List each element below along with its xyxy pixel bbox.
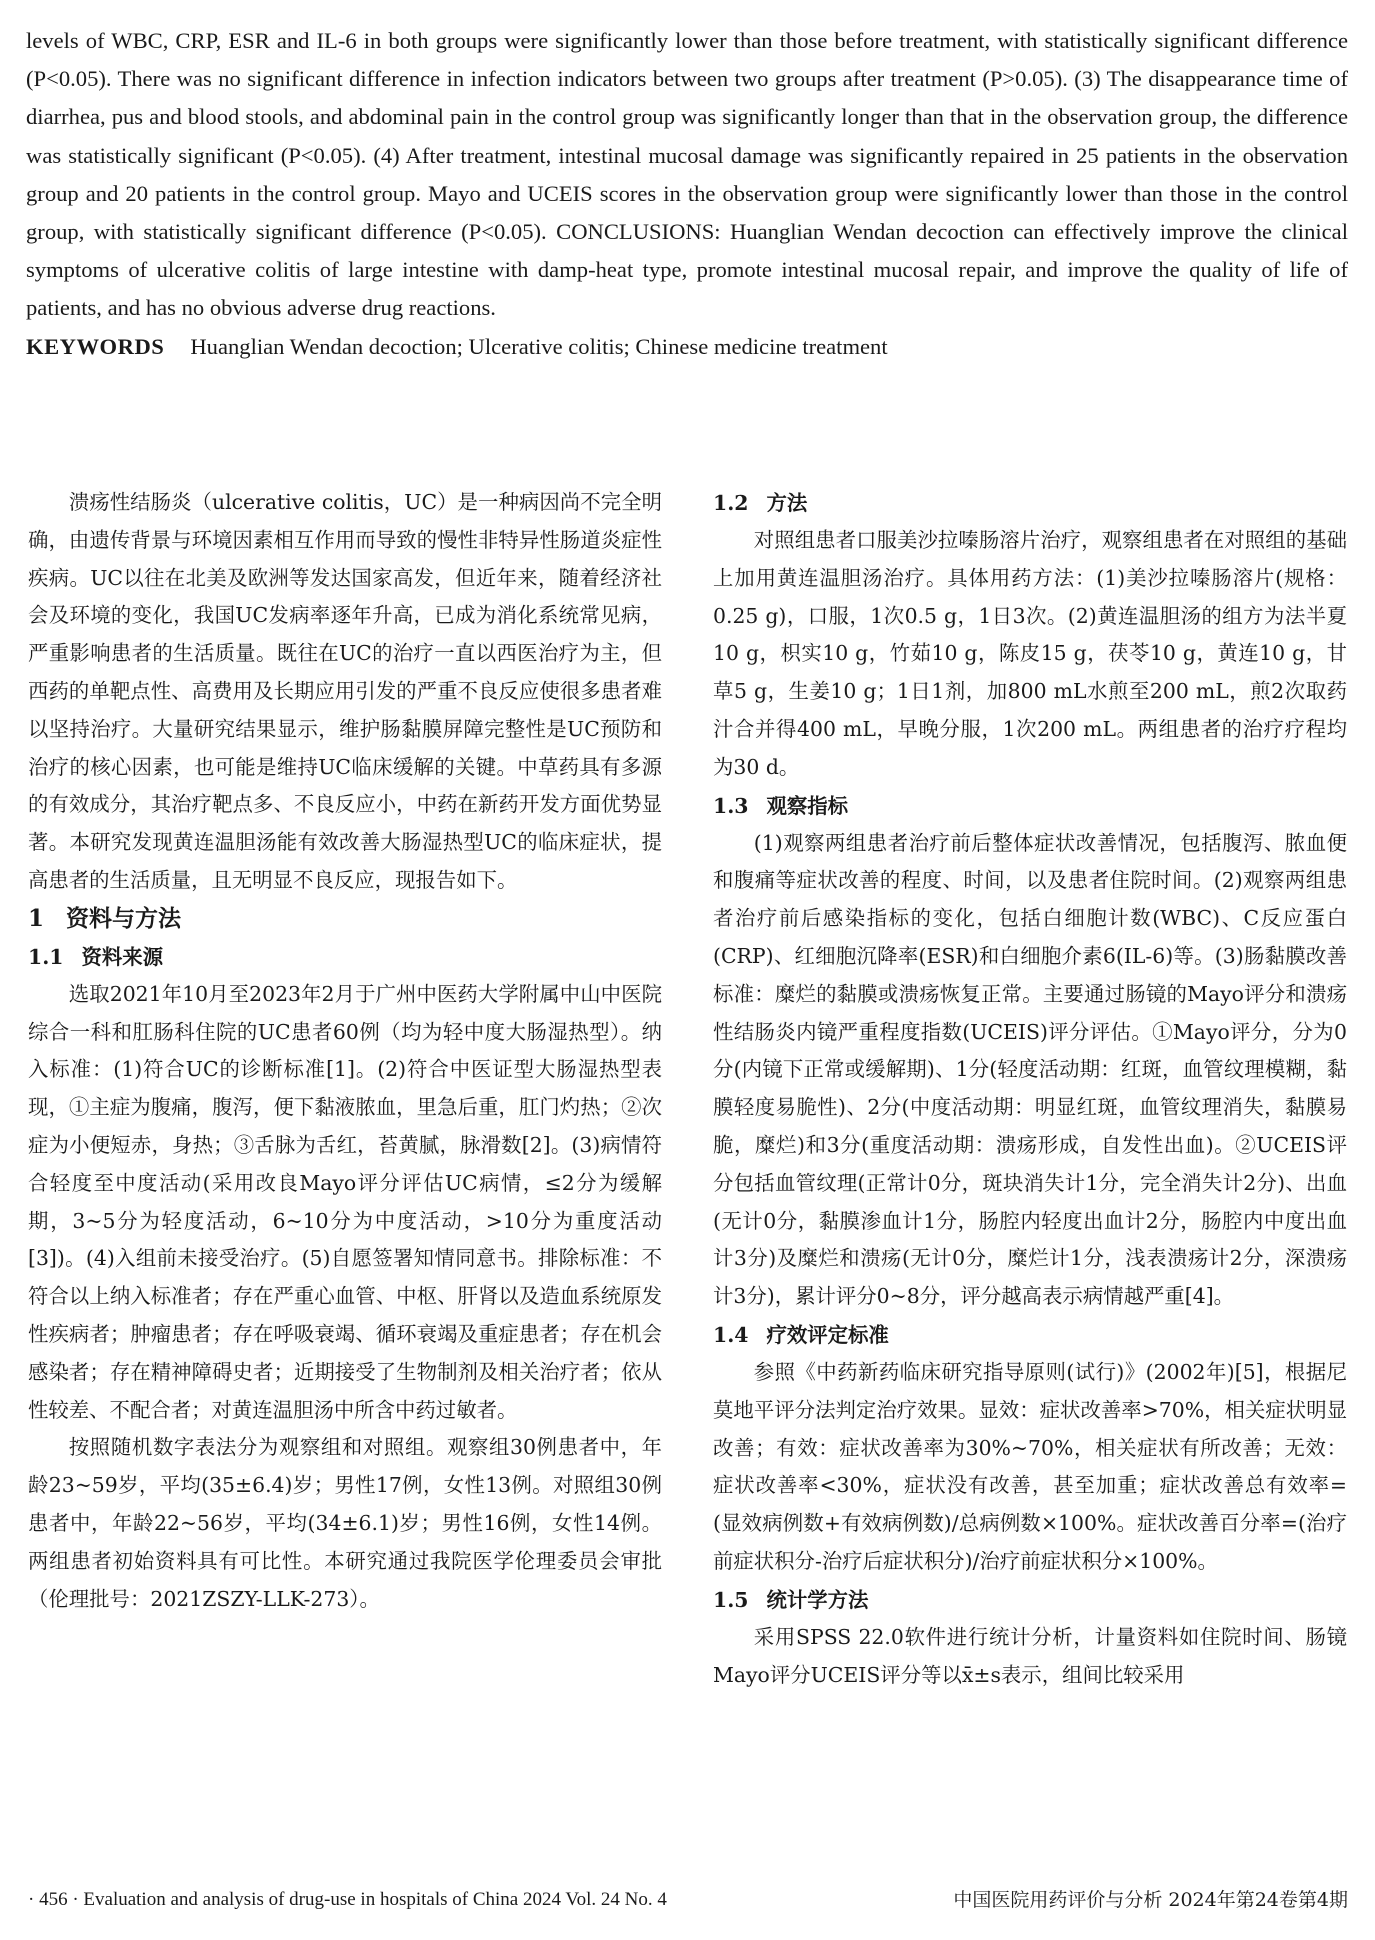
efficacy-paragraph: 参照《中药新药临床研究指导原则(试行)》(2002年)[5]，根据尼莫地平评分法判定治疗效果。显效：症状改善率>70%，相关症状明显改善；有效：症状改善率为30%~70%，相关症状有所改善；无效：症状改善率<30%，症状没有改善，甚至加重；症状改善总有效率=(显效病例数+有效病例数)/总病例数×100%。症状改善百分率=(治疗前症状积分-治疗后症状积分)/治疗前症状积分×100%。 <box>713 1359 1347 1573</box>
statistics-paragraph: 采用SPSS 22.0软件进行统计分析，计量资料如住院时间、肠镜Mayo评分UCEIS评分等以x̄±s表示，组间比较采用 <box>713 1624 1347 1687</box>
section-1-3-title: 观察指标 <box>766 793 849 818</box>
section-1-4-title: 疗效评定标准 <box>766 1322 889 1347</box>
section-1-3-number: 1.3 <box>713 793 749 818</box>
abstract-text: levels of WBC, CRP, ESR and IL-6 in both groups were significantly lower than those before treatment, with statistically significant difference (P<0.05). There was no significant difference in infection indicators between two groups after treatment (P>0.05). (3) The disappearance time of diarrhea, pus and blood stools, and abdominal pain in the control group was significantly longer than that in the observation group, the difference was statistically significant (P<0.05). (4) After treatment, intestinal mucosal damage was significantly repaired in 25 patients in the observation group and 20 patients in the control group. Mayo and UCEIS scores in the observation group were significantly lower than those in the control group, with statistically significant difference (P<0.05). CONCLUSIONS: Huanglian Wendan decoction can effectively improve the clinical symptoms of ulcerative colitis of large intestine with damp-heat type, promote intestinal mucosal repair, and improve the quality of life of patients, and has no obvious adverse drug reactions. <box>26 28 1348 321</box>
footer-journal-en: · 456 · Evaluation and analysis of drug-use in hospitals of China 2024 Vol. 24 No. 4 <box>28 1889 667 1910</box>
data-source-paragraph: 选取2021年10月至2023年2月于广州中医药大学附属中山中医院综合一科和肛肠科住院的UC患者60例（均为轻中度大肠湿热型）。纳入标准：(1)符合UC的诊断标准[1]。(2)符合中医证型大肠湿热型表现，①主症为腹痛，腹泻，便下黏液脓血，里急后重，肛门灼热；②次症为小便短赤，身热；③舌脉为舌红，苔黄腻，脉滑数[2]。(3)病情符合轻度至中度活动(采用改良Mayo评分评估UC病情，≤2分为缓解期，3~5分为轻度活动，6~10分为中度活动，>10分为重度活动[3])。(4)入组前未接受治疗。(5)自愿签署知情同意书。排除标准：不符合以上纳入标准者；存在严重心血管、中枢、肝肾以及造血系统原发性疾病者；肿瘤患者；存在呼吸衰竭、循环衰竭及重症患者；存在机会感染者；存在精神障碍史者；近期接受了生物制剂及相关治疗者；依从性较差、不配合者；对黄连温胆汤中所含中药过敏者。 <box>28 981 662 1422</box>
keywords-text: Huanglian Wendan decoction; Ulcerative colitis; Chinese medicine treatment <box>190 333 888 359</box>
section-1-5-number: 1.5 <box>713 1587 749 1612</box>
right-column <box>713 484 1347 1694</box>
section-1-5-heading <box>713 1581 1347 1619</box>
section-1-1-heading <box>28 938 662 976</box>
keywords-label: KEYWORDS <box>26 333 165 359</box>
section-1-1-title: 资料来源 <box>81 944 164 969</box>
footer-journal-cn: 中国医院用药评价与分析 2024年第24卷第4期 <box>953 1889 1348 1911</box>
indicators-paragraph: (1)观察两组患者治疗前后整体症状改善情况，包括腹泻、脓血便和腹痛等症状改善的程度、时间，以及患者住院时间。(2)观察两组患者治疗前后感染指标的变化，包括白细胞计数(WBC)、C反应蛋白(CRP)、红细胞沉降率(ESR)和白细胞介素6(IL-6)等。(3)肠黏膜改善标准：糜烂的黏膜或溃疡恢复正常。主要通过肠镜的Mayo评分和溃疡性结肠炎内镜严重程度指数(UCEIS)评分评估。①Mayo评分，分为0分(内镜下正常或缓解期)、1分(轻度活动期：红斑，血管纹理模糊，黏膜轻度易脆性)、2分(中度活动期：明显红斑，血管纹理消失，黏膜易脆，糜烂)和3分(重度活动期：溃疡形成，自发性出血)。②UCEIS评分包括血管纹理(正常计0分，斑块消失计1分，完全消失计2分)、出血(无计0分，黏膜渗血计1分，肠腔内轻度出血计2分，肠腔内中度出血计3分)及糜烂和溃疡(无计0分，糜烂计1分，浅表溃疡计2分，深溃疡计3分)，累计评分0~8分，评分越高表示病情越严重[4]。 <box>713 830 1347 1309</box>
keywords-line <box>26 328 1348 366</box>
section-1-3-heading <box>713 787 1347 825</box>
left-column <box>28 484 662 1618</box>
section-1-number: 1 <box>28 904 45 932</box>
section-1-title: 资料与方法 <box>66 904 182 932</box>
section-1-5-title: 统计学方法 <box>766 1587 869 1612</box>
section-1-1-number: 1.1 <box>28 944 64 969</box>
section-1-4-heading <box>713 1316 1347 1354</box>
page-footer <box>28 1885 1348 1915</box>
english-abstract <box>26 22 1348 366</box>
intro-paragraph: 溃疡性结肠炎（ulcerative colitis，UC）是一种病因尚不完全明确，由遗传背景与环境因素相互作用而导致的慢性非特异性肠道炎症性疾病。UC以往在北美及欧洲等发达国家高发，但近年来，随着经济社会及环境的变化，我国UC发病率逐年升高，已成为消化系统常见病，严重影响患者的生活质量。既往在UC的治疗一直以西医治疗为主，但西药的单靶点性、高费用及长期应用引发的严重不良反应使很多患者难以坚持治疗。大量研究结果显示，维护肠黏膜屏障完整性是UC预防和治疗的核心因素，也可能是维持UC临床缓解的关键。中草药具有多源的有效成分，其治疗靶点多、不良反应小，中药在新药开发方面优势显著。本研究发现黄连温胆汤能有效改善大肠湿热型UC的临床症状，提高患者的生活质量，且无明显不良反应，现报告如下。 <box>28 490 662 892</box>
grouping-paragraph: 按照随机数字表法分为观察组和对照组。观察组30例患者中，年龄23~59岁，平均(35±6.4)岁；男性17例，女性13例。对照组30例患者中，年龄22~56岁，平均(34±6.1)岁；男性16例，女性14例。两组患者初始资料具有可比性。本研究通过我院医学伦理委员会审批（伦理批号：2021ZSZY-LLK-273）。 <box>28 1435 662 1611</box>
section-1-2-title: 方法 <box>766 491 808 515</box>
methods-paragraph: 对照组患者口服美沙拉嗪肠溶片治疗，观察组患者在对照组的基础上加用黄连温胆汤治疗。具体用药方法：(1)美沙拉嗪肠溶片(规格：0.25 g)，口服，1次0.5 g，1日3次。(2)黄连温胆汤的组方为法半夏10 g，枳实10 g，竹茹10 g，陈皮15 g，茯苓10 g，黄连10 g，甘草5 g，生姜10 g；1日1剂，加800 mL水煎至200 mL，煎2次取药汁合并得400 mL，早晚分服，1次200 mL。两组患者的治疗疗程均为30 d。 <box>713 528 1347 779</box>
section-1-2-number: 1.2 <box>713 491 749 515</box>
section-1-heading <box>28 900 662 938</box>
section-1-4-number: 1.4 <box>713 1322 749 1347</box>
section-1-2-heading <box>713 484 1347 522</box>
